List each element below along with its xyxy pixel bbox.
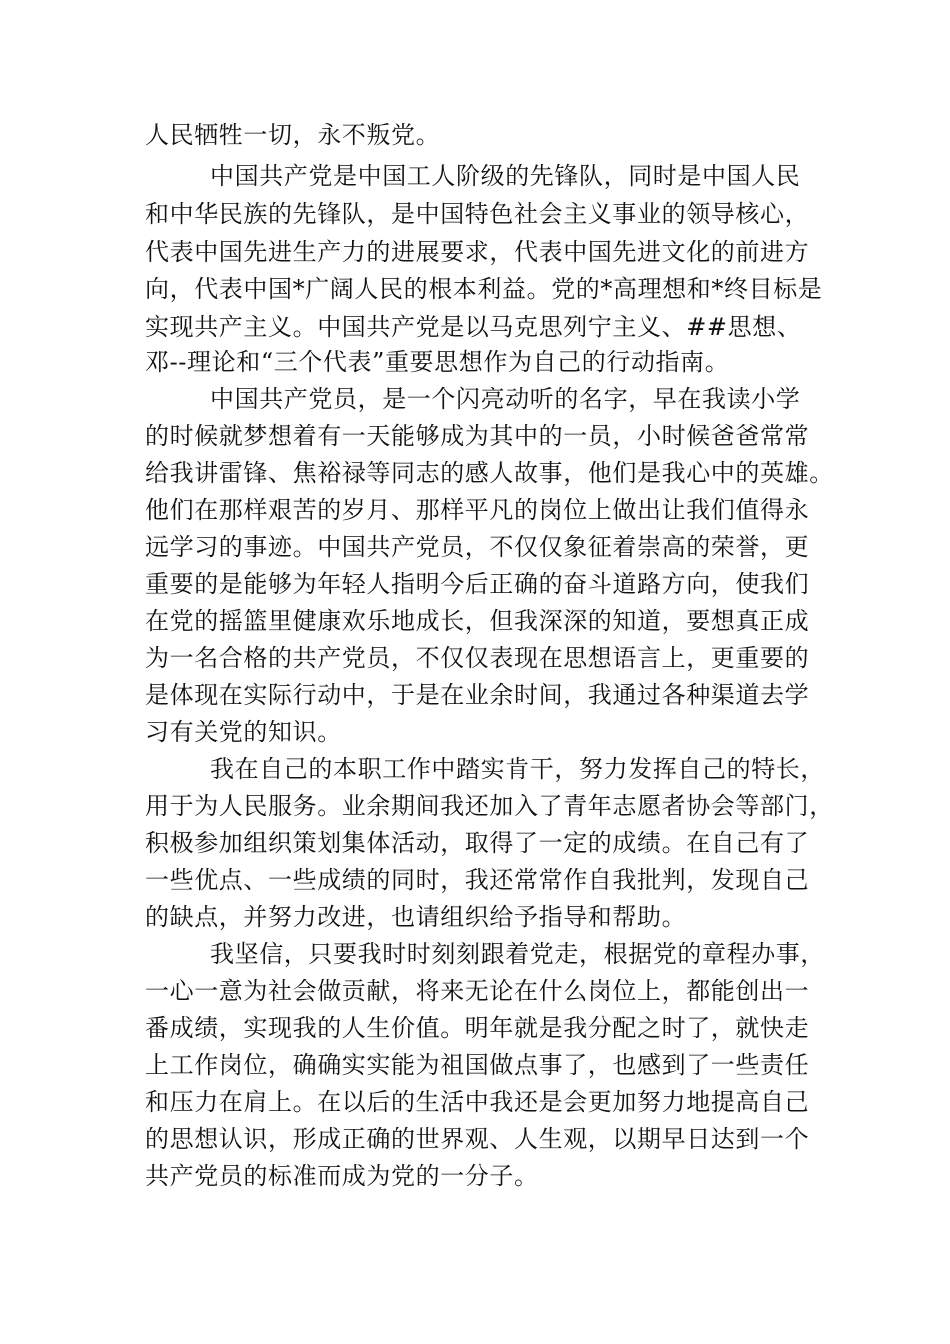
text-line: 在党的摇篮里健康欢乐地成长，但我深深的知道，要想真正成 [145, 607, 810, 635]
text-line: 共产党员的标准而成为党的一分子。 [145, 1162, 539, 1190]
text-line: 邓--理论和“三个代表”重要思想作为自己的行动指南。 [145, 348, 730, 376]
text-line: 的思想认识，形成正确的世界观、人生观，以期早日达到一个 [145, 1125, 810, 1153]
text-line: 一心一意为社会做贡献，将来无论在什么岗位上，都能创出一 [145, 977, 810, 1005]
text-line: 代表中国先进生产力的进展要求，代表中国先进文化的前进方 [145, 238, 810, 266]
text-line: 为一名合格的共产党员，不仅仅表现在思想语言上，更重要的 [145, 644, 810, 672]
text-line: 用于为人民服务。业余期间我还加入了青年志愿者协会等部门， [145, 792, 834, 820]
text-line: 上工作岗位，确确实实能为祖国做点事了，也感到了一些责任 [145, 1051, 810, 1079]
text-line: 的缺点，并努力改进，也请组织给予指导和帮助。 [145, 903, 687, 931]
text-line: 我坚信，只要我时时刻刻跟着党走，根据党的章程办事， [210, 940, 825, 968]
text-line: 的时候就梦想着有一天能够成为其中的一员，小时候爸爸常常 [145, 422, 810, 450]
text-line: 中国共产党是中国工人阶级的先锋队，同时是中国人民 [210, 162, 801, 190]
text-line: 习有关党的知识。 [145, 718, 342, 746]
text-line: 和压力在肩上。在以后的生活中我还是会更加努力地提高自己 [145, 1088, 810, 1116]
text-line: 是体现在实际行动中，于是在业余时间，我通过各种渠道去学 [145, 681, 810, 709]
text-line: 远学习的事迹。中国共产党员，不仅仅象征着崇高的荣誉，更 [145, 533, 810, 561]
text-line: 我在自己的本职工作中踏实肯干，努力发挥自己的特长， [210, 755, 825, 783]
text-line: 和中华民族的先锋队，是中国特色社会主义事业的领导核心， [145, 200, 810, 228]
text-line: 重要的是能够为年轻人指明今后正确的奋斗道路方向，使我们 [145, 570, 810, 598]
text-line: 人民牺牲一切，永不叛党。 [145, 121, 441, 149]
text-line: 一些优点、一些成绩的同时，我还常常作自我批判，发现自己 [145, 866, 810, 894]
text-line: 实现共产主义。中国共产党是以马克思列宁主义、##思想、 [145, 313, 802, 341]
text-line: 番成绩，实现我的人生价值。明年就是我分配之时了，就快走 [145, 1014, 810, 1042]
text-line: 给我讲雷锋、焦裕禄等同志的感人故事，他们是我心中的英雄。 [145, 459, 834, 487]
text-line: 中国共产党员，是一个闪亮动听的名字，早在我读小学 [210, 385, 801, 413]
text-line: 向，代表中国*广阔人民的根本利益。党的*高理想和*终目标是 [145, 275, 823, 303]
text-line: 他们在那样艰苦的岁月、那样平凡的岗位上做出让我们值得永 [145, 496, 810, 524]
text-line: 积极参加组织策划集体活动，取得了一定的成绩。在自己有了 [145, 829, 810, 857]
